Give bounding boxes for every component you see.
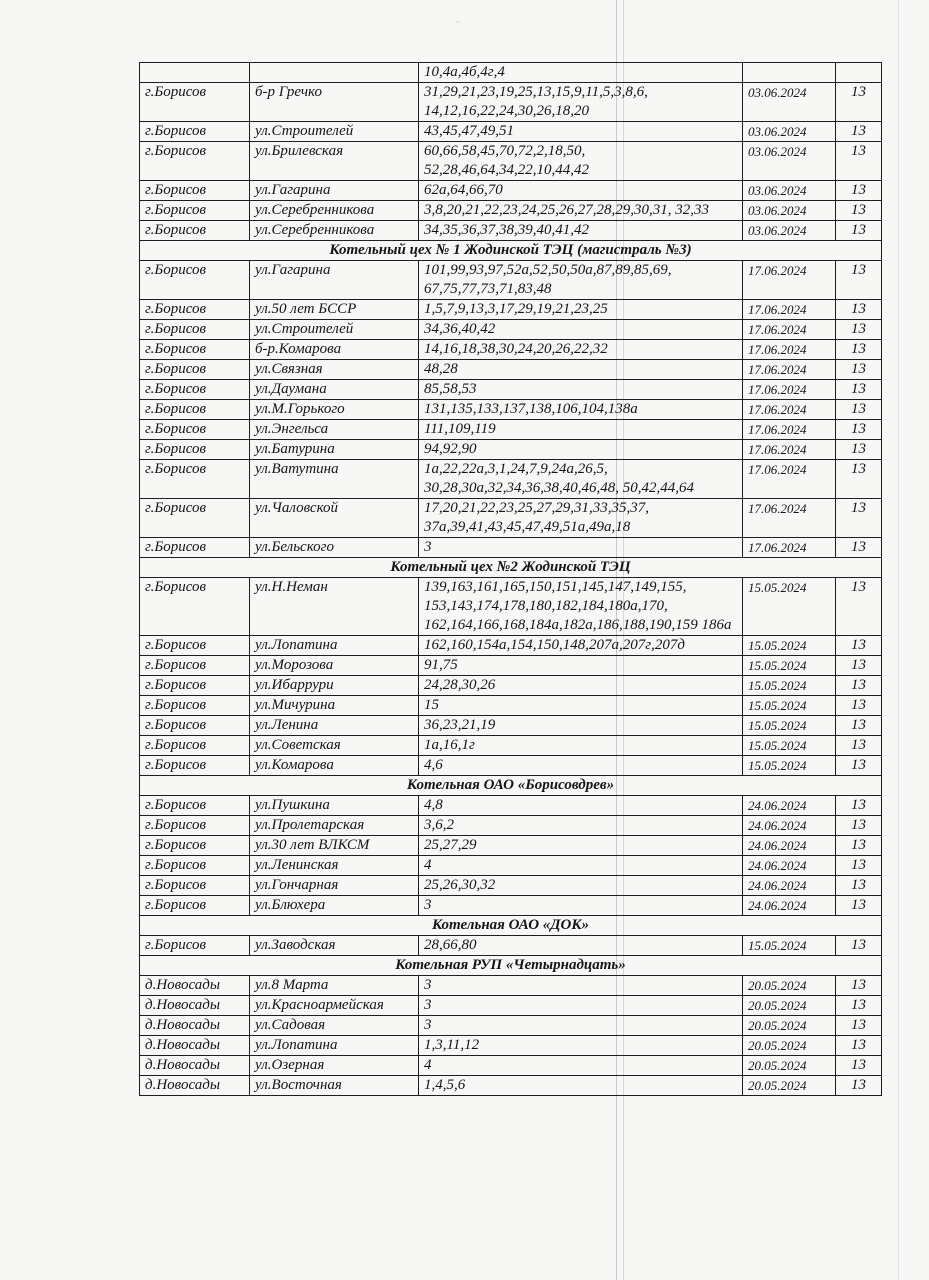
- date-cell: 03.06.2024: [743, 142, 836, 181]
- settlement-cell: г.Борисов: [140, 360, 250, 380]
- street-cell: ул.Советская: [250, 736, 419, 756]
- street-cell: ул.30 лет ВЛКСМ: [250, 836, 419, 856]
- settlement-cell: г.Борисов: [140, 856, 250, 876]
- number-cell: 13: [836, 636, 882, 656]
- street-cell: ул.Морозова: [250, 656, 419, 676]
- date-cell: [743, 63, 836, 83]
- house-numbers-cell: 3: [419, 976, 743, 996]
- scan-artifact-line: [898, 0, 899, 1280]
- date-cell: 17.06.2024: [743, 320, 836, 340]
- street-cell: б-р.Комарова: [250, 340, 419, 360]
- date-cell: 03.06.2024: [743, 83, 836, 122]
- settlement-cell: г.Борисов: [140, 538, 250, 558]
- date-cell: 24.06.2024: [743, 796, 836, 816]
- date-cell: 24.06.2024: [743, 856, 836, 876]
- date-cell: 17.06.2024: [743, 300, 836, 320]
- street-cell: ул.Лопатина: [250, 636, 419, 656]
- date-cell: 15.05.2024: [743, 736, 836, 756]
- date-cell: 15.05.2024: [743, 716, 836, 736]
- settlement-cell: г.Борисов: [140, 181, 250, 201]
- table-row: [140, 181, 882, 201]
- table-row: [140, 538, 882, 558]
- table-row: [140, 400, 882, 420]
- date-cell: 17.06.2024: [743, 440, 836, 460]
- number-cell: 13: [836, 936, 882, 956]
- house-numbers-cell: 48,28: [419, 360, 743, 380]
- number-cell: 13: [836, 836, 882, 856]
- number-cell: 13: [836, 460, 882, 499]
- settlement-cell: г.Борисов: [140, 816, 250, 836]
- section-header-row: [140, 776, 882, 796]
- settlement-cell: д.Новосады: [140, 1036, 250, 1056]
- scan-mark: ··: [455, 18, 461, 27]
- street-cell: ул.Ибаррури: [250, 676, 419, 696]
- number-cell: 13: [836, 756, 882, 776]
- section-title: Котельный цех № 1 Жодинской ТЭЦ (магистраль №3): [140, 241, 882, 261]
- date-cell: 20.05.2024: [743, 1076, 836, 1096]
- street-cell: ул.Заводская: [250, 936, 419, 956]
- number-cell: 13: [836, 83, 882, 122]
- table-row: [140, 856, 882, 876]
- table-row: [140, 876, 882, 896]
- house-numbers-cell: 1,5,7,9,13,3,17,29,19,21,23,25: [419, 300, 743, 320]
- house-numbers-cell: 91,75: [419, 656, 743, 676]
- settlement-cell: г.Борисов: [140, 796, 250, 816]
- street-cell: ул.Энгельса: [250, 420, 419, 440]
- settlement-cell: г.Борисов: [140, 380, 250, 400]
- number-cell: 13: [836, 716, 882, 736]
- number-cell: 13: [836, 736, 882, 756]
- settlement-cell: г.Борисов: [140, 876, 250, 896]
- settlement-cell: г.Борисов: [140, 340, 250, 360]
- date-cell: 24.06.2024: [743, 876, 836, 896]
- table-row: [140, 656, 882, 676]
- street-cell: ул.Строителей: [250, 320, 419, 340]
- house-numbers-cell: 62а,64,66,70: [419, 181, 743, 201]
- table-row: [140, 1056, 882, 1076]
- house-numbers-cell: 3: [419, 1016, 743, 1036]
- number-cell: 13: [836, 380, 882, 400]
- street-cell: ул.Гагарина: [250, 181, 419, 201]
- date-cell: 17.06.2024: [743, 340, 836, 360]
- number-cell: 13: [836, 816, 882, 836]
- settlement-cell: г.Борисов: [140, 896, 250, 916]
- number-cell: 13: [836, 360, 882, 380]
- number-cell: 13: [836, 676, 882, 696]
- table-row: [140, 460, 882, 499]
- street-cell: ул.Бельского: [250, 538, 419, 558]
- street-cell: ул.50 лет БССР: [250, 300, 419, 320]
- street-cell: ул.Красноармейская: [250, 996, 419, 1016]
- street-cell: [250, 63, 419, 83]
- settlement-cell: д.Новосады: [140, 996, 250, 1016]
- street-cell: ул.Комарова: [250, 756, 419, 776]
- number-cell: 13: [836, 856, 882, 876]
- table-row: [140, 63, 882, 83]
- street-cell: ул.Ленинская: [250, 856, 419, 876]
- section-header-row: [140, 956, 882, 976]
- house-numbers-cell: 36,23,21,19: [419, 716, 743, 736]
- settlement-cell: г.Борисов: [140, 460, 250, 499]
- number-cell: 13: [836, 538, 882, 558]
- house-numbers-cell: 25,26,30,32: [419, 876, 743, 896]
- date-cell: 17.06.2024: [743, 538, 836, 558]
- number-cell: 13: [836, 221, 882, 241]
- house-numbers-cell: 4: [419, 1056, 743, 1076]
- house-numbers-cell: 3: [419, 538, 743, 558]
- settlement-cell: г.Борисов: [140, 836, 250, 856]
- number-cell: 13: [836, 320, 882, 340]
- settlement-cell: г.Борисов: [140, 420, 250, 440]
- table-row: [140, 201, 882, 221]
- number-cell: 13: [836, 400, 882, 420]
- street-cell: ул.Блюхера: [250, 896, 419, 916]
- street-cell: ул.Восточная: [250, 1076, 419, 1096]
- table-row: [140, 499, 882, 538]
- settlement-cell: г.Борисов: [140, 636, 250, 656]
- number-cell: 13: [836, 896, 882, 916]
- settlement-cell: г.Борисов: [140, 320, 250, 340]
- date-cell: 20.05.2024: [743, 996, 836, 1016]
- number-cell: [836, 63, 882, 83]
- number-cell: 13: [836, 1036, 882, 1056]
- number-cell: 13: [836, 796, 882, 816]
- house-numbers-cell: 1а,22,22а,3,1,24,7,9,24а,26,5, 30,28,30а,32,34,36,38,40,46,48, 50,42,44,64: [419, 460, 743, 499]
- date-cell: 15.05.2024: [743, 636, 836, 656]
- table-row: [140, 696, 882, 716]
- table-row: [140, 936, 882, 956]
- section-title: Котельный цех №2 Жодинской ТЭЦ: [140, 558, 882, 578]
- table-row: [140, 221, 882, 241]
- section-header-row: [140, 916, 882, 936]
- street-cell: ул.Гончарная: [250, 876, 419, 896]
- house-numbers-cell: 60,66,58,45,70,72,2,18,50, 52,28,46,64,34,22,10,44,42: [419, 142, 743, 181]
- house-numbers-cell: 85,58,53: [419, 380, 743, 400]
- table-row: [140, 836, 882, 856]
- settlement-cell: г.Борисов: [140, 756, 250, 776]
- date-cell: 03.06.2024: [743, 201, 836, 221]
- section-header-row: [140, 558, 882, 578]
- date-cell: 17.06.2024: [743, 499, 836, 538]
- house-numbers-cell: 34,35,36,37,38,39,40,41,42: [419, 221, 743, 241]
- number-cell: 13: [836, 122, 882, 142]
- date-cell: 17.06.2024: [743, 261, 836, 300]
- number-cell: 13: [836, 300, 882, 320]
- table-row: [140, 83, 882, 122]
- number-cell: 13: [836, 656, 882, 676]
- section-title: Котельная ОАО «ДОК»: [140, 916, 882, 936]
- number-cell: 13: [836, 261, 882, 300]
- number-cell: 13: [836, 420, 882, 440]
- date-cell: 03.06.2024: [743, 221, 836, 241]
- number-cell: 13: [836, 340, 882, 360]
- schedule-table-body: [140, 63, 882, 1096]
- house-numbers-cell: 111,109,119: [419, 420, 743, 440]
- house-numbers-cell: 4: [419, 856, 743, 876]
- house-numbers-cell: 94,92,90: [419, 440, 743, 460]
- street-cell: ул.Озерная: [250, 1056, 419, 1076]
- date-cell: 17.06.2024: [743, 380, 836, 400]
- settlement-cell: г.Борисов: [140, 656, 250, 676]
- house-numbers-cell: 3: [419, 996, 743, 1016]
- house-numbers-cell: 24,28,30,26: [419, 676, 743, 696]
- settlement-cell: г.Борисов: [140, 300, 250, 320]
- settlement-cell: г.Борисов: [140, 676, 250, 696]
- section-title: Котельная РУП «Четырнадцать»: [140, 956, 882, 976]
- settlement-cell: г.Борисов: [140, 261, 250, 300]
- date-cell: 20.05.2024: [743, 1036, 836, 1056]
- street-cell: ул.Чаловской: [250, 499, 419, 538]
- street-cell: ул.Серебренникова: [250, 201, 419, 221]
- street-cell: ул.Связная: [250, 360, 419, 380]
- house-numbers-cell: 131,135,133,137,138,106,104,138а: [419, 400, 743, 420]
- settlement-cell: д.Новосады: [140, 1056, 250, 1076]
- table-row: [140, 736, 882, 756]
- section-header-row: [140, 241, 882, 261]
- date-cell: 15.05.2024: [743, 936, 836, 956]
- house-numbers-cell: 1,4,5,6: [419, 1076, 743, 1096]
- settlement-cell: г.Борисов: [140, 936, 250, 956]
- section-title: Котельная ОАО «Борисовдрев»: [140, 776, 882, 796]
- settlement-cell: г.Борисов: [140, 221, 250, 241]
- date-cell: 17.06.2024: [743, 360, 836, 380]
- date-cell: 20.05.2024: [743, 1056, 836, 1076]
- number-cell: 13: [836, 142, 882, 181]
- date-cell: 24.06.2024: [743, 836, 836, 856]
- street-cell: ул.Н.Неман: [250, 578, 419, 636]
- date-cell: 03.06.2024: [743, 122, 836, 142]
- house-numbers-cell: 139,163,161,165,150,151,145,147,149,155, 153,143,174,178,180,182,184,180а,170, 162,164,166,168,184а,182а,186,188,190,159 186а: [419, 578, 743, 636]
- date-cell: 15.05.2024: [743, 696, 836, 716]
- table-row: [140, 816, 882, 836]
- table-row: [140, 578, 882, 636]
- table-row: [140, 380, 882, 400]
- street-cell: ул.Строителей: [250, 122, 419, 142]
- settlement-cell: г.Борисов: [140, 736, 250, 756]
- settlement-cell: д.Новосады: [140, 976, 250, 996]
- table-row: [140, 440, 882, 460]
- house-numbers-cell: 1а,16,1г: [419, 736, 743, 756]
- number-cell: 13: [836, 696, 882, 716]
- table-row: [140, 796, 882, 816]
- street-cell: ул.Ватутина: [250, 460, 419, 499]
- table-row: [140, 340, 882, 360]
- street-cell: ул.Ленина: [250, 716, 419, 736]
- table-row: [140, 320, 882, 340]
- date-cell: 15.05.2024: [743, 578, 836, 636]
- settlement-cell: г.Борисов: [140, 578, 250, 636]
- table-row: [140, 636, 882, 656]
- number-cell: 13: [836, 499, 882, 538]
- house-numbers-cell: 14,16,18,38,30,24,20,26,22,32: [419, 340, 743, 360]
- date-cell: 03.06.2024: [743, 181, 836, 201]
- number-cell: 13: [836, 201, 882, 221]
- street-cell: ул.Гагарина: [250, 261, 419, 300]
- settlement-cell: д.Новосады: [140, 1016, 250, 1036]
- table-row: [140, 360, 882, 380]
- number-cell: 13: [836, 1076, 882, 1096]
- street-cell: ул.8 Марта: [250, 976, 419, 996]
- table-row: [140, 122, 882, 142]
- table-row: [140, 716, 882, 736]
- date-cell: 17.06.2024: [743, 460, 836, 499]
- table-row: [140, 142, 882, 181]
- house-numbers-cell: 3: [419, 896, 743, 916]
- street-cell: ул.Брилевская: [250, 142, 419, 181]
- date-cell: 20.05.2024: [743, 1016, 836, 1036]
- date-cell: 24.06.2024: [743, 816, 836, 836]
- settlement-cell: д.Новосады: [140, 1076, 250, 1096]
- street-cell: ул.Лопатина: [250, 1036, 419, 1056]
- settlement-cell: г.Борисов: [140, 142, 250, 181]
- settlement-cell: г.Борисов: [140, 122, 250, 142]
- number-cell: 13: [836, 1016, 882, 1036]
- house-numbers-cell: 25,27,29: [419, 836, 743, 856]
- house-numbers-cell: 10,4а,4б,4г,4: [419, 63, 743, 83]
- date-cell: 15.05.2024: [743, 676, 836, 696]
- table-row: [140, 261, 882, 300]
- house-numbers-cell: 15: [419, 696, 743, 716]
- street-cell: б-р Гречко: [250, 83, 419, 122]
- number-cell: 13: [836, 181, 882, 201]
- house-numbers-cell: 101,99,93,97,52а,52,50,50а,87,89,85,69, 67,75,77,73,71,83,48: [419, 261, 743, 300]
- street-cell: ул.Садовая: [250, 1016, 419, 1036]
- settlement-cell: [140, 63, 250, 83]
- settlement-cell: г.Борисов: [140, 440, 250, 460]
- house-numbers-cell: 34,36,40,42: [419, 320, 743, 340]
- table-row: [140, 996, 882, 1016]
- number-cell: 13: [836, 1056, 882, 1076]
- schedule-table: [139, 62, 882, 1096]
- house-numbers-cell: 31,29,21,23,19,25,13,15,9,11,5,3,8,6, 14,12,16,22,24,30,26,18,20: [419, 83, 743, 122]
- house-numbers-cell: 3,8,20,21,22,23,24,25,26,27,28,29,30,31, 32,33: [419, 201, 743, 221]
- settlement-cell: г.Борисов: [140, 83, 250, 122]
- number-cell: 13: [836, 440, 882, 460]
- date-cell: 17.06.2024: [743, 420, 836, 440]
- settlement-cell: г.Борисов: [140, 696, 250, 716]
- street-cell: ул.Серебренникова: [250, 221, 419, 241]
- settlement-cell: г.Борисов: [140, 201, 250, 221]
- table-row: [140, 756, 882, 776]
- table-row: [140, 1076, 882, 1096]
- house-numbers-cell: 4,8: [419, 796, 743, 816]
- date-cell: 15.05.2024: [743, 756, 836, 776]
- house-numbers-cell: 3,6,2: [419, 816, 743, 836]
- street-cell: ул.Даумана: [250, 380, 419, 400]
- table-row: [140, 976, 882, 996]
- settlement-cell: г.Борисов: [140, 499, 250, 538]
- house-numbers-cell: 43,45,47,49,51: [419, 122, 743, 142]
- settlement-cell: г.Борисов: [140, 400, 250, 420]
- street-cell: ул.Мичурина: [250, 696, 419, 716]
- table-row: [140, 676, 882, 696]
- settlement-cell: г.Борисов: [140, 716, 250, 736]
- house-numbers-cell: 1,3,11,12: [419, 1036, 743, 1056]
- house-numbers-cell: 162,160,154а,154,150,148,207а,207г,207д: [419, 636, 743, 656]
- date-cell: 20.05.2024: [743, 976, 836, 996]
- street-cell: ул.Батурина: [250, 440, 419, 460]
- table-row: [140, 1036, 882, 1056]
- number-cell: 13: [836, 876, 882, 896]
- date-cell: 15.05.2024: [743, 656, 836, 676]
- street-cell: ул.Пушкина: [250, 796, 419, 816]
- table-row: [140, 420, 882, 440]
- table-row: [140, 300, 882, 320]
- number-cell: 13: [836, 578, 882, 636]
- street-cell: ул.М.Горького: [250, 400, 419, 420]
- street-cell: ул.Пролетарская: [250, 816, 419, 836]
- date-cell: 17.06.2024: [743, 400, 836, 420]
- table-row: [140, 896, 882, 916]
- number-cell: 13: [836, 996, 882, 1016]
- house-numbers-cell: 4,6: [419, 756, 743, 776]
- house-numbers-cell: 28,66,80: [419, 936, 743, 956]
- house-numbers-cell: 17,20,21,22,23,25,27,29,31,33,35,37, 37а,39,41,43,45,47,49,51а,49а,18: [419, 499, 743, 538]
- table-row: [140, 1016, 882, 1036]
- date-cell: 24.06.2024: [743, 896, 836, 916]
- number-cell: 13: [836, 976, 882, 996]
